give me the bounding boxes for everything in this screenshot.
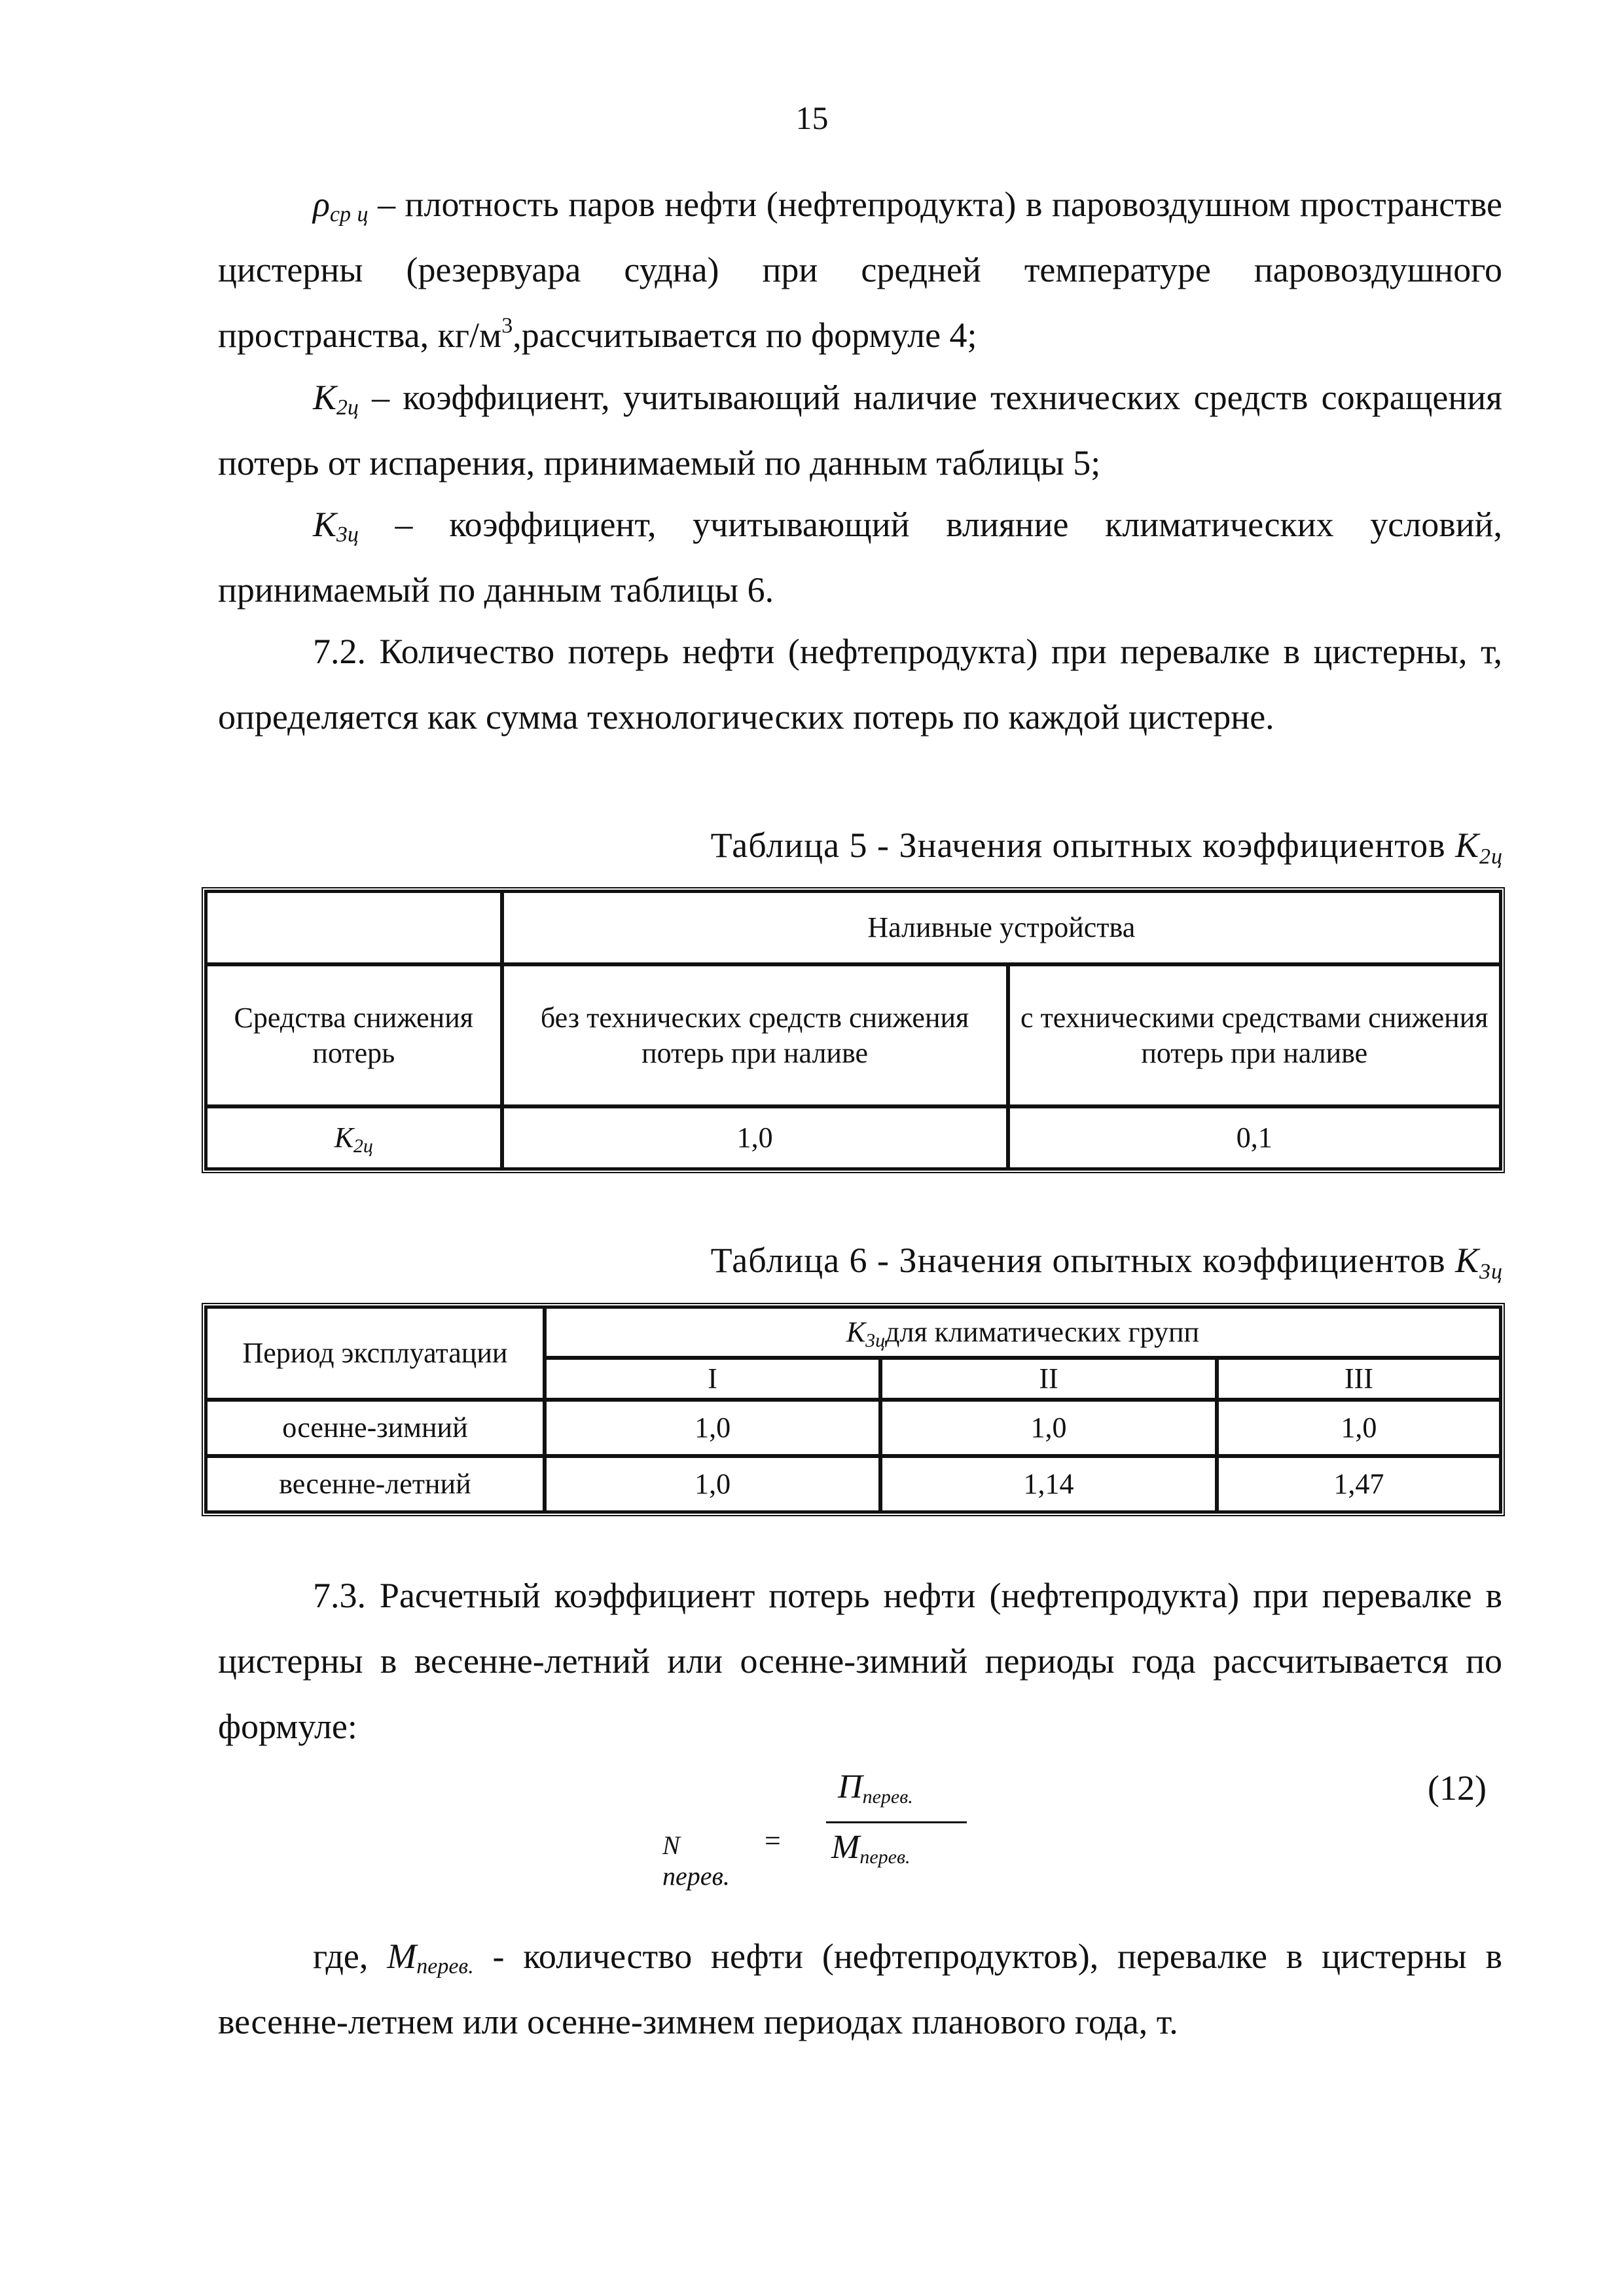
paragraph-7-2: 7.2. Количество потерь нефти (нефтепродукта) при перевалке в цистерны, т, определяется как сумма технологических потерь по каждой цистерне.: [218, 632, 1502, 737]
density-symbol: $\rho_{ср ц}$: [313, 185, 369, 227]
formula-equals: =: [765, 1825, 781, 1857]
table5-col1-header: без технических средств снижения потерь при наливе: [502, 964, 1008, 1106]
table6-period: осенне-зимний: [206, 1400, 545, 1456]
table6-cell: 1,0: [1217, 1400, 1501, 1456]
table5-empty-corner: [206, 891, 502, 964]
table6: [202, 1303, 1505, 1516]
table6-group-1: I: [545, 1358, 880, 1400]
k3-symbol: $К_{3ц}$: [313, 505, 359, 547]
formula-denominator: $М_{перев.}$: [831, 1829, 911, 1868]
table-row: [206, 1400, 1501, 1456]
m-symbol: $М_{перев.}$: [387, 1937, 474, 1978]
table5-col2-header: с техническими средствами снижения потерь при наливе: [1008, 964, 1501, 1106]
k2-symbol: $К_{2ц}$: [313, 378, 359, 420]
table6-period-header: Период эксплуатации: [206, 1307, 545, 1400]
table6-cell: 1,47: [1217, 1456, 1501, 1512]
page-number: 15: [795, 100, 829, 136]
formula-numerator: $П_{перев.}$: [838, 1768, 913, 1808]
table6-caption: Таблица 6 - Значения опытных коэффициентов $К_{3ц}$: [710, 1241, 1503, 1284]
table5-caption: Таблица 5 - Значения опытных коэффициентов $К_{2ц}$: [710, 826, 1503, 869]
table6-group-header: $К_{3ц}для$ климатических групп: [545, 1307, 1501, 1358]
fraction-bar: [826, 1821, 967, 1823]
table6-cell: 1,0: [545, 1456, 880, 1512]
paragraph-k3: $К_{3ц}$ – коэффициент, учитывающий влияние климатических условий, принимаемый по данным таблицы 6.: [218, 505, 1502, 610]
table6-cell: 1,0: [545, 1400, 880, 1456]
table6-group-3: III: [1217, 1358, 1501, 1400]
table6-cell: 1,14: [880, 1456, 1217, 1512]
table5-cell: 0,1: [1008, 1106, 1501, 1169]
paragraph-k2: $К_{2ц}$ – коэффициент, учитывающий наличие технических средств сокращения потерь от испарения, принимаемый по данным таблицы 5;: [218, 378, 1502, 483]
paragraph-7-3: 7.3. Расчетный коэффициент потерь нефти (нефтепродукта) при перевалке в цистерны в весенне-летний или осенне-зимний периоды года рассчитывается по формуле:: [218, 1576, 1502, 1746]
table5: [202, 887, 1505, 1173]
equation-number: (12): [1428, 1768, 1487, 1808]
paragraph-where: где, $М_{перев.}$ - количество нефти (нефтепродуктов), перевалке в цистерны в весенне-летнем или осенне-зимнем периодах планового года, т.: [218, 1937, 1502, 2041]
formula-lhs: N перев.: [662, 1831, 730, 1891]
paragraph-density: $\rho_{ср ц}$ – плотность паров нефти (нефтепродукта) в паровоздушном пространстве цистерны (резервуара судна) при средней температуре паровоздушного пространства, $кг/м^3,рассчитывается$ по формуле 4;: [218, 185, 1503, 355]
table6-period: весенне-летний: [206, 1456, 545, 1512]
table5-cell: 1,0: [502, 1106, 1008, 1169]
table5-group-header: Наливные устройства: [502, 891, 1501, 964]
table6-group-2: II: [880, 1358, 1217, 1400]
table6-cell: 1,0: [880, 1400, 1217, 1456]
table5-row-label: $К_{2ц}$: [206, 1106, 502, 1169]
table5-row-header: Средства снижения потерь: [206, 964, 502, 1106]
table-row: [206, 1456, 1501, 1512]
